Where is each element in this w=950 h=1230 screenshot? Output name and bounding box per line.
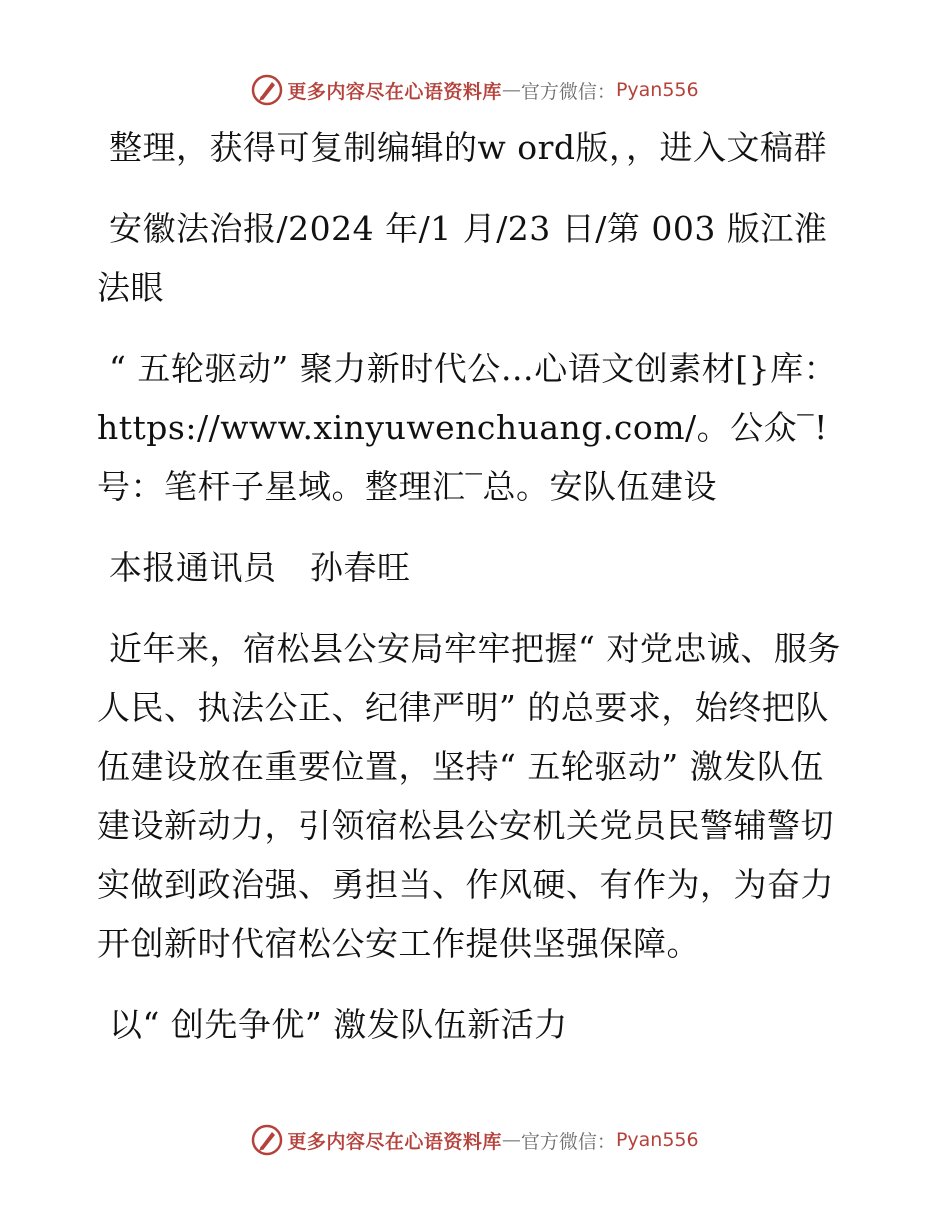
watermark-text: 更多内容尽在心语资料库 (287, 80, 502, 103)
watermark-wechat-label: 官方微信： (520, 80, 616, 103)
footer-watermark (0, 1120, 950, 1160)
source-line-paragraph: 安徽法治报/2024 年/1 月/23 日/第 003 版江淮法眼 (97, 209, 828, 307)
watermark-wechat-id: Pyan556 (615, 1129, 699, 1151)
document-body (97, 118, 857, 1076)
article-title-paragraph: “ 五轮驱动” 聚力新时代公…心语文创素材[}库：https://www.xinyuwenchuang.com/。公众‾!号：笔杆子星域。整理汇‾总。安队伍建设 (97, 349, 838, 506)
body-paragraph: 近年来，宿松县公安局牢牢把握“ 对党忠诚、服务人民、执法公正、纪律严明” 的总要求，始终把队伍建设放在重要位置，坚持“ 五轮驱动” 激发队伍建设新动力，引领宿松县公安机关党员民警辅警切实做到政治强、勇担当、作风硬、有作为，为奋力开创新时代宿松公安工作提供坚强保障。 (97, 629, 841, 963)
section-heading-paragraph: 以“ 创先争优” 激发队伍新活力 (109, 1005, 568, 1044)
quill-pen-logo-icon (251, 1124, 283, 1156)
header-watermark (0, 70, 950, 110)
watermark-separator: — (501, 79, 521, 101)
watermark-wechat-label: 官方微信： (520, 1130, 616, 1153)
intro-note-paragraph: 整理，获得可复制编辑的w ord版，，进入文稿群 (109, 128, 828, 167)
watermark-wechat-id: Pyan556 (615, 79, 699, 101)
watermark-text: 更多内容尽在心语资料库 (287, 1130, 502, 1153)
watermark-separator: — (501, 1129, 521, 1151)
byline-paragraph: 本报通讯员 孙春旺 (109, 548, 411, 587)
quill-pen-logo-icon (251, 74, 283, 106)
